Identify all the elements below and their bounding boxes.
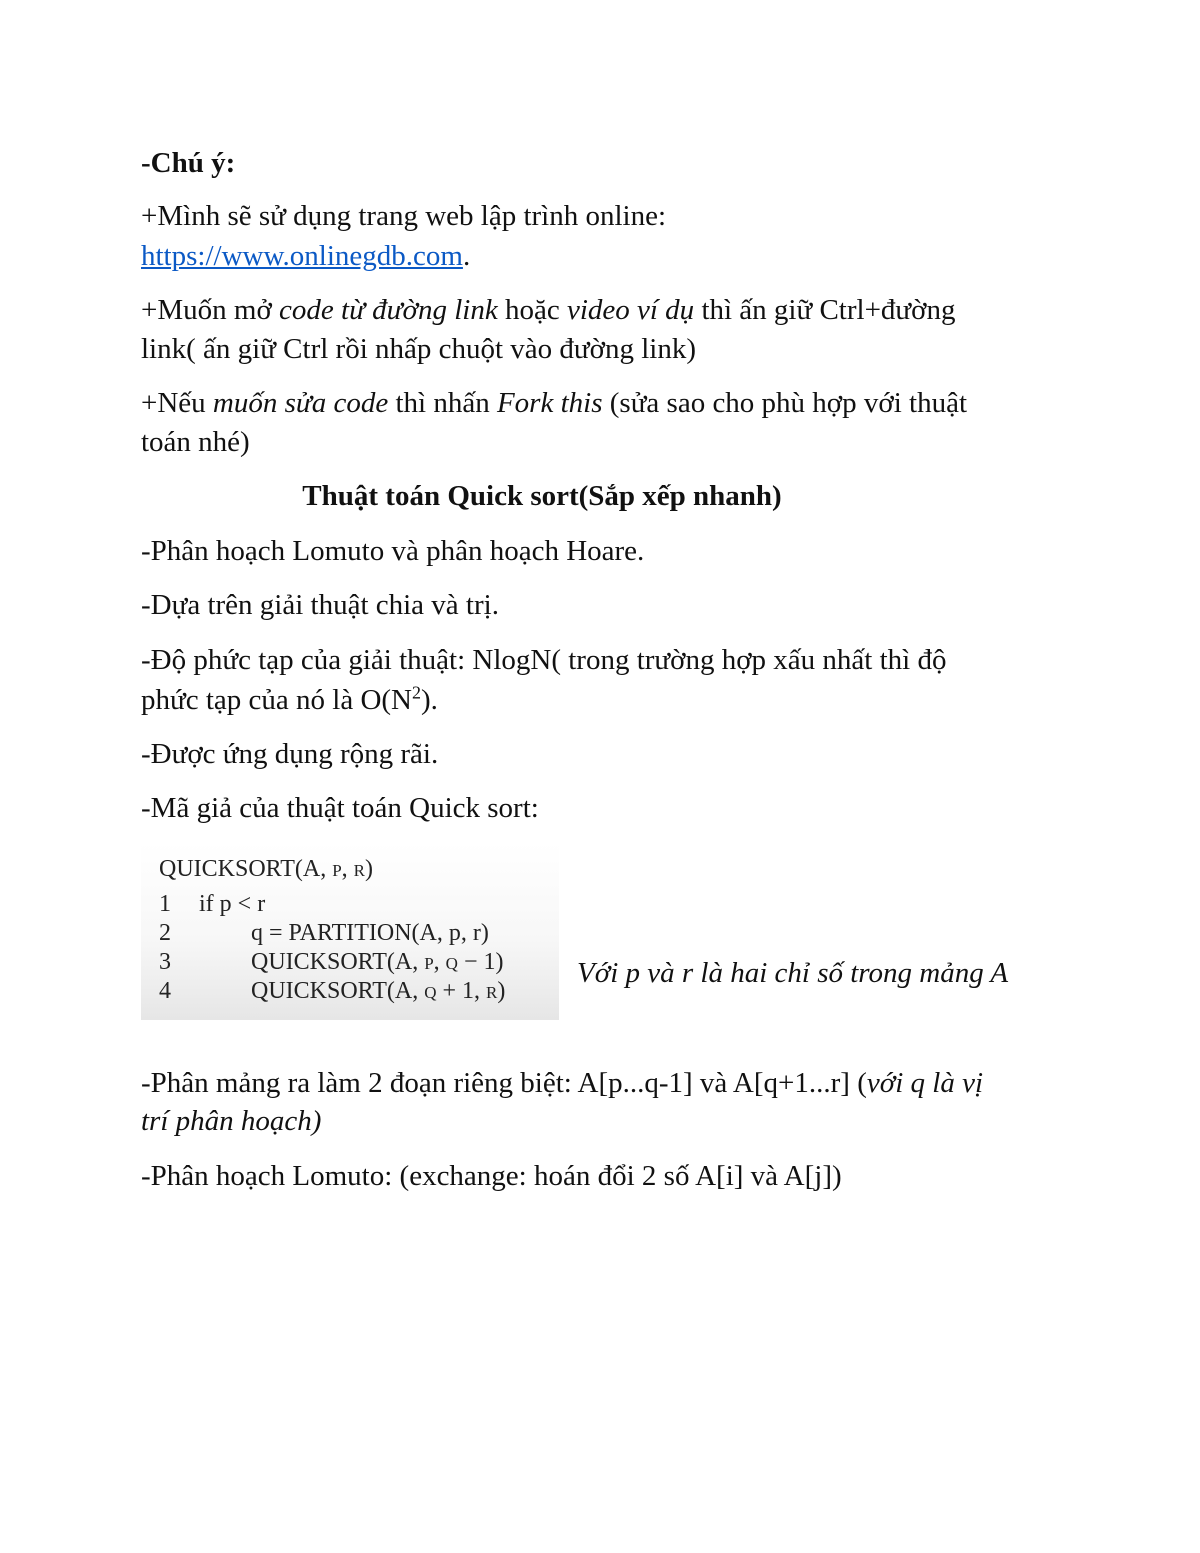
text-run: (sửa sao cho phù hợp với thuật <box>602 387 968 419</box>
line-number: 1 <box>159 891 171 917</box>
line-number: 2 <box>159 920 171 946</box>
line-number: 4 <box>159 978 171 1004</box>
note-heading: -Chú ý: <box>141 147 236 179</box>
text-run: hoặc <box>497 294 567 326</box>
pseudocode-line: QUICKSORT(A, q + 1, r) <box>251 978 506 1004</box>
paragraph-complexity-cont <box>141 680 438 720</box>
note-line-open <box>141 290 955 330</box>
text-run: ). <box>420 684 438 716</box>
paragraph-applications: -Được ứng dụng rộng rãi. <box>141 738 439 770</box>
text-run: +Nếu <box>141 387 213 419</box>
pseudocode-header: QUICKSORT(A, p, r) <box>159 856 374 882</box>
paragraph-pseudocode-intro: -Mã giả của thuật toán Quick sort: <box>141 792 539 824</box>
text-run: thì ấn giữ Ctrl+đường <box>694 294 956 326</box>
pseudocode-line: if p < r <box>199 891 266 917</box>
pseudocode-line: QUICKSORT(A, p, q − 1) <box>251 949 504 975</box>
text-run: thì nhấn <box>388 387 497 419</box>
italic-run: muốn sửa code <box>212 387 389 419</box>
pseudocode-image <box>141 843 559 1020</box>
note-line-fork <box>141 383 967 423</box>
note-line-website: +Mình sẽ sử dụng trang web lập trình online: <box>141 200 667 232</box>
section-title: Thuật toán Quick sort(Sắp xếp nhanh) <box>302 480 782 512</box>
pseudocode-caption: Với p và r là hai chỉ số trong mảng A <box>577 957 1009 989</box>
paragraph-divide-conquer: -Dựa trên giải thuật chia và trị. <box>141 589 499 621</box>
paragraph-lomuto: -Phân hoạch Lomuto: (exchange: hoán đổi 2 số A[i] và A[j]) <box>141 1160 842 1192</box>
text-run: -Phân mảng ra làm 2 đoạn riêng biệt: A[p...q-1] và A[q+1...r] ( <box>141 1067 867 1099</box>
paragraph-complexity: -Độ phức tạp của giải thuật: NlogN( trong trường hợp xấu nhất thì độ <box>141 644 947 676</box>
note-link-line <box>141 236 470 276</box>
note-line-fork-cont: toán nhé) <box>141 426 250 458</box>
line-number: 3 <box>159 949 171 975</box>
link-period: . <box>462 240 471 272</box>
onlinegdb-link[interactable]: https://www.onlinegdb.com <box>141 240 463 272</box>
text-run: phức tạp của nó là O(N <box>141 684 412 716</box>
italic-run: code từ đường link <box>279 294 498 326</box>
superscript: 2 <box>411 682 421 703</box>
italic-run: video ví dụ <box>566 294 695 326</box>
italic-run: với q là vị <box>866 1067 984 1099</box>
text-run: +Muốn mở <box>141 294 280 326</box>
italic-run: Fork this <box>496 387 603 419</box>
paragraph-split-array-cont: trí phân hoạch) <box>141 1105 322 1137</box>
note-line-open-cont: link( ấn giữ Ctrl rồi nhấp chuột vào đường link) <box>141 333 696 365</box>
paragraph-partition: -Phân hoạch Lomuto và phân hoạch Hoare. <box>141 535 645 567</box>
pseudocode-line: q = PARTITION(A, p, r) <box>251 920 489 946</box>
paragraph-split-array <box>141 1063 983 1103</box>
